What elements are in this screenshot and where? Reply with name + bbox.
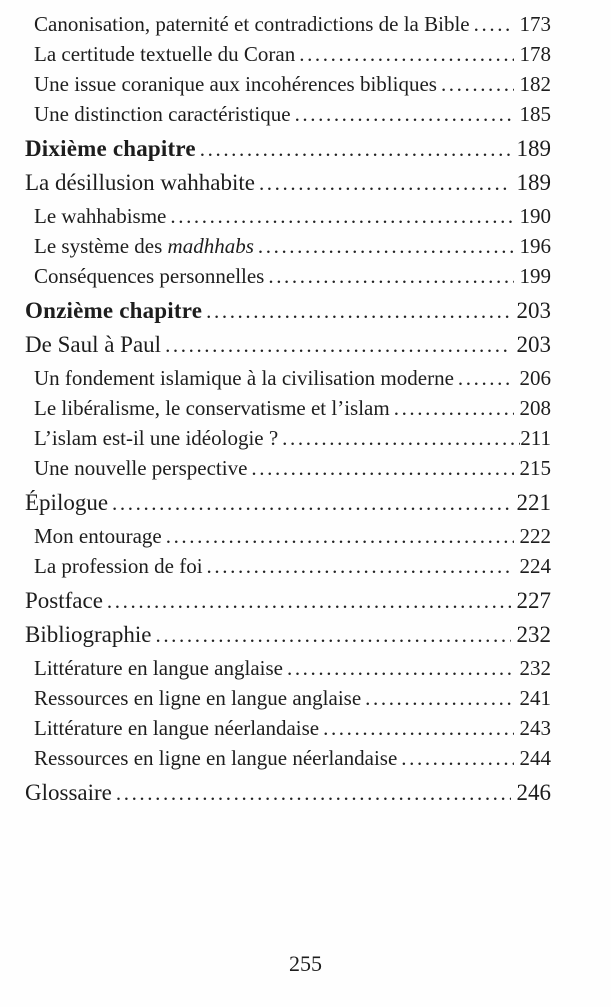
toc-entry-page: 243 — [519, 716, 551, 740]
toc-entry-title: Bibliographie — [25, 622, 152, 647]
toc-entry-page: 244 — [519, 746, 551, 770]
toc-entry — [25, 366, 551, 396]
toc-entry — [25, 746, 551, 776]
dot-leader — [458, 366, 514, 389]
dot-leader — [258, 234, 514, 257]
toc-entry-page: 182 — [519, 72, 551, 96]
toc-entry-page: 206 — [519, 366, 551, 390]
toc-entry-page: 203 — [516, 332, 551, 357]
toc-entry — [25, 204, 551, 234]
toc-entry-title: L’islam est-il une idéologie ? — [34, 426, 279, 450]
toc-entry-title-italic: madhhabs — [167, 234, 254, 258]
dot-leader — [282, 426, 520, 449]
folio-page-number: 255 — [289, 951, 322, 976]
toc-entry-page: 190 — [519, 204, 551, 228]
toc-entry — [25, 456, 551, 486]
toc-entry — [25, 264, 551, 294]
toc-entry-title: De Saul à Paul — [25, 332, 162, 357]
dot-leader — [259, 170, 511, 195]
toc-entry — [25, 588, 551, 618]
dot-leader — [207, 554, 514, 577]
toc-entry-page: 232 — [516, 622, 551, 647]
toc-entry-title: Mon entourage — [34, 524, 162, 548]
toc-entry-page: 224 — [519, 554, 551, 578]
toc-entry — [25, 780, 551, 810]
toc-entry-title — [34, 234, 254, 259]
dot-leader — [474, 12, 514, 35]
toc-entry-page: 189 — [516, 170, 551, 195]
dot-leader — [116, 780, 511, 805]
toc-entry-page: 227 — [516, 588, 551, 613]
toc-entry-page: 178 — [519, 42, 551, 66]
dot-leader — [287, 656, 514, 679]
dot-leader — [165, 332, 510, 357]
toc-entry-title-text: Le système des — [34, 234, 168, 258]
toc-entry-title: Littérature en langue néerlandaise — [34, 716, 320, 740]
toc-chapter-heading — [25, 298, 551, 328]
toc-entry-title: La désillusion wahhabite — [25, 170, 255, 195]
dot-leader — [170, 204, 513, 227]
dot-leader — [155, 622, 510, 647]
toc-entry — [25, 524, 551, 554]
toc-entry-page: 203 — [516, 298, 551, 323]
toc-entry-title: Ressources en ligne en langue néerlandaise — [34, 746, 398, 770]
toc-entry-title: Une distinction caractéristique — [34, 102, 291, 126]
toc-entry-title: Conséquences personnelles — [34, 264, 265, 288]
toc-chapter-heading — [25, 136, 551, 166]
toc-entry-title: Un fondement islamique à la civilisation moderne — [34, 366, 454, 390]
dot-leader — [107, 588, 511, 613]
toc-entry-title: Une nouvelle perspective — [34, 456, 248, 480]
dot-leader — [394, 396, 514, 419]
dot-leader — [401, 746, 513, 769]
toc-entry — [25, 332, 551, 362]
toc-entry-title: La certitude textuelle du Coran — [34, 42, 296, 66]
dot-leader — [299, 42, 513, 65]
toc-entry-title: Ressources en ligne en langue anglaise — [34, 686, 362, 710]
toc-entry-title: Postface — [25, 588, 103, 613]
toc-entry-title: Le wahhabisme — [34, 204, 167, 228]
dot-leader — [206, 298, 510, 323]
toc-entry-title: Une issue coranique aux incohérences bibliques — [34, 72, 437, 96]
toc-entry-page: 199 — [519, 264, 551, 288]
toc-entry-page: 241 — [519, 686, 551, 710]
page-footer — [0, 951, 611, 977]
toc-entry-page: 185 — [519, 102, 551, 126]
dot-leader — [295, 102, 514, 125]
table-of-contents — [25, 12, 551, 814]
dot-leader — [166, 524, 514, 547]
toc-entry — [25, 12, 551, 42]
toc-entry — [25, 426, 551, 456]
toc-entry-page: 196 — [519, 234, 551, 258]
toc-entry — [25, 686, 551, 716]
toc-entry — [25, 656, 551, 686]
toc-entry — [25, 716, 551, 746]
toc-entry-page: 246 — [516, 780, 551, 805]
toc-entry-page: 173 — [519, 12, 551, 36]
toc-entry — [25, 490, 551, 520]
toc-entry-title: Littérature en langue anglaise — [34, 656, 283, 680]
toc-entry — [25, 234, 551, 264]
toc-entry — [25, 622, 551, 652]
toc-entry-title: La profession de foi — [34, 554, 203, 578]
toc-entry — [25, 170, 551, 200]
toc-entry — [25, 102, 551, 132]
dot-leader — [251, 456, 513, 479]
toc-entry-page: 215 — [519, 456, 551, 480]
toc-entry-title: Glossaire — [25, 780, 112, 805]
toc-entry — [25, 42, 551, 72]
toc-entry-title: Canonisation, paternité et contradictions de la Bible — [34, 12, 470, 36]
dot-leader — [323, 716, 513, 739]
toc-entry — [25, 396, 551, 426]
toc-entry-page: 222 — [519, 524, 551, 548]
toc-entry-page: 221 — [516, 490, 551, 515]
toc-entry-title: Épilogue — [25, 490, 109, 515]
toc-entry-page: 208 — [519, 396, 551, 420]
toc-entry — [25, 554, 551, 584]
dot-leader — [268, 264, 513, 287]
toc-entry — [25, 72, 551, 102]
toc-entry-title: Dixième chapitre — [25, 136, 196, 161]
toc-entry-page: 189 — [516, 136, 551, 161]
toc-entry-title: Le libéralisme, le conservatisme et l’islam — [34, 396, 390, 420]
dot-leader — [200, 136, 511, 161]
toc-entry-page: 211 — [520, 426, 551, 450]
toc-entry-page: 232 — [519, 656, 551, 680]
toc-entry-title: Onzième chapitre — [25, 298, 203, 323]
dot-leader — [112, 490, 510, 515]
dot-leader — [441, 72, 514, 95]
dot-leader — [365, 686, 513, 709]
